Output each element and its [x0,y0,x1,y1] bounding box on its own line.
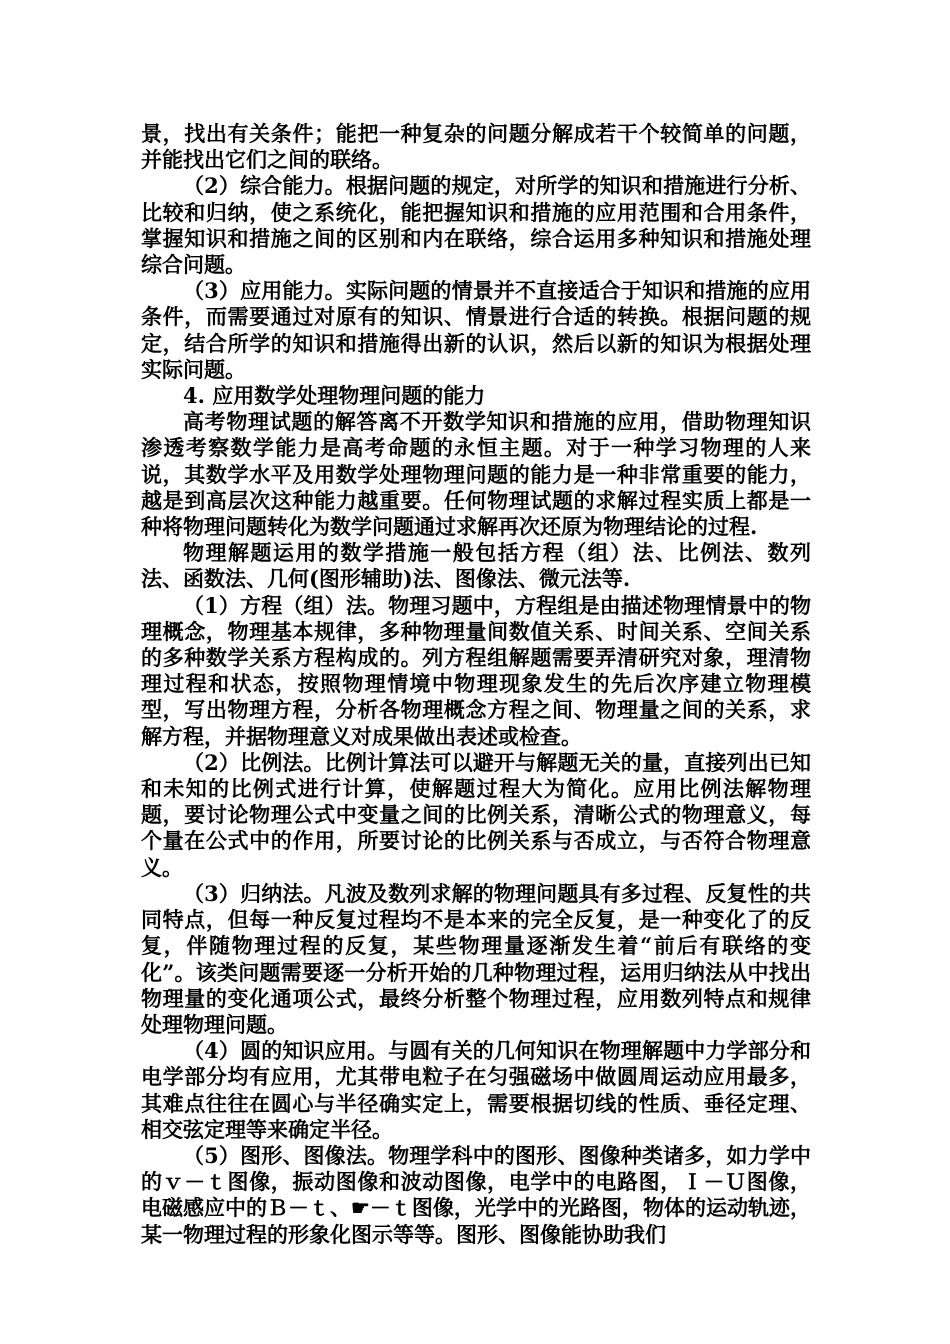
paragraph-math-methods: 物理解题运用的数学措施一般包括方程（组）法、比例法、数列法、函数法、几何(图形辅助)法、图像法、微元法等. [141,540,811,592]
paragraph-ratio-method: （2）比例法。比例计算法可以避开与解题无关的量，直接列出已知和未知的比例式进行计算，使解题过程大为简化。应用比例法解物理题，要讨论物理公式中变量之间的比例关系，清晰公式的物理意义，每个量在公式中的作用，所要讨论的比例关系与否成立，与否符合物理意义。 [141,749,811,880]
paragraph-continuation: 景，找出有关条件；能把一种复杂的问题分解成若干个较简单的问题，并能找出它们之间的联络。 [141,121,811,173]
paragraph-circle-knowledge: （4）圆的知识应用。与圆有关的几何知识在物理解题中力学部分和电学部分均有应用，尤其带电粒子在匀强磁场中做圆周运动应用最多，其难点往往在圆心与半径确实定上，需要根据切线的性质、垂径定理、相交弦定理等来确定半径。 [141,1038,811,1142]
paragraph-equation-method: （1）方程（组）法。物理习题中，方程组是由描述物理情景中的物理概念，物理基本规律，多种物理量间数值关系、时间关系、空间关系的多种数学关系方程构成的。列方程组解题需要弄清研究对象，理清物理过程和状态，按照物理情境中物理现象发生的先后次序建立物理模型，写出物理方程，分析各物理概念方程之间、物理量之间的关系，求解方程，并据物理意义对成果做出表述或检查。 [141,592,811,749]
paragraph-induction-method: （3）归纳法。凡波及数列求解的物理问题具有多过程、反复性的共同特点，但每一种反复过程均不是本来的完全反复，是一种变化了的反复，伴随物理过程的反复，某些物理量逐渐发生着“前后有联络的变化”。该类问题需要逐一分析开始的几种物理过程，运用归纳法从中找出物理量的变化通项公式，最终分析整个物理过程，应用数列特点和规律处理物理问题。 [141,880,811,1037]
document-page [141,121,811,1248]
paragraph-application-ability: （3）应用能力。实际问题的情景并不直接适合于知识和措施的应用条件，而需要通过对原有的知识、情景进行合适的转换。根据问题的规定，结合所学的知识和措施得出新的认识，然后以新的知识为根据处理实际问题。 [141,278,811,382]
paragraph-graph-method: （5）图形、图像法。物理学科中的图形、图像种类诸多，如力学中的ｖ－ｔ图像，振动图像和波动图像，电学中的电路图，Ｉ－Ｕ图像，电磁感应中的Ｂ－ｔ、☛－ｔ图像，光学中的光路图，物体的运动轨迹，某一物理过程的形象化图示等等。图形、图像能协助我们 [141,1142,811,1247]
section-heading-math: 4. 应用数学处理物理问题的能力 [183,383,486,409]
paragraph-synthesis-ability: （2）综合能力。根据问题的规定，对所学的知识和措施进行分析、比较和归纳，使之系统化，能把握知识和措施的应用范围和合用条件，掌握知识和措施之间的区别和内在联络，综合运用多种知识和措施处理综合问题。 [141,173,811,278]
paragraph-math-intro: 高考物理试题的解答离不开数学知识和措施的应用，借助物理知识渗透考察数学能力是高考命题的永恒主题。对于一种学习物理的人来说，其数学水平及用数学处理物理问题的能力是一种非常重要的能力，越是到高层次这种能力越重要。任何物理试题的求解过程实质上都是一种将物理问题转化为数学问题通过求解再次还原为物理结论的过程. [141,409,811,540]
